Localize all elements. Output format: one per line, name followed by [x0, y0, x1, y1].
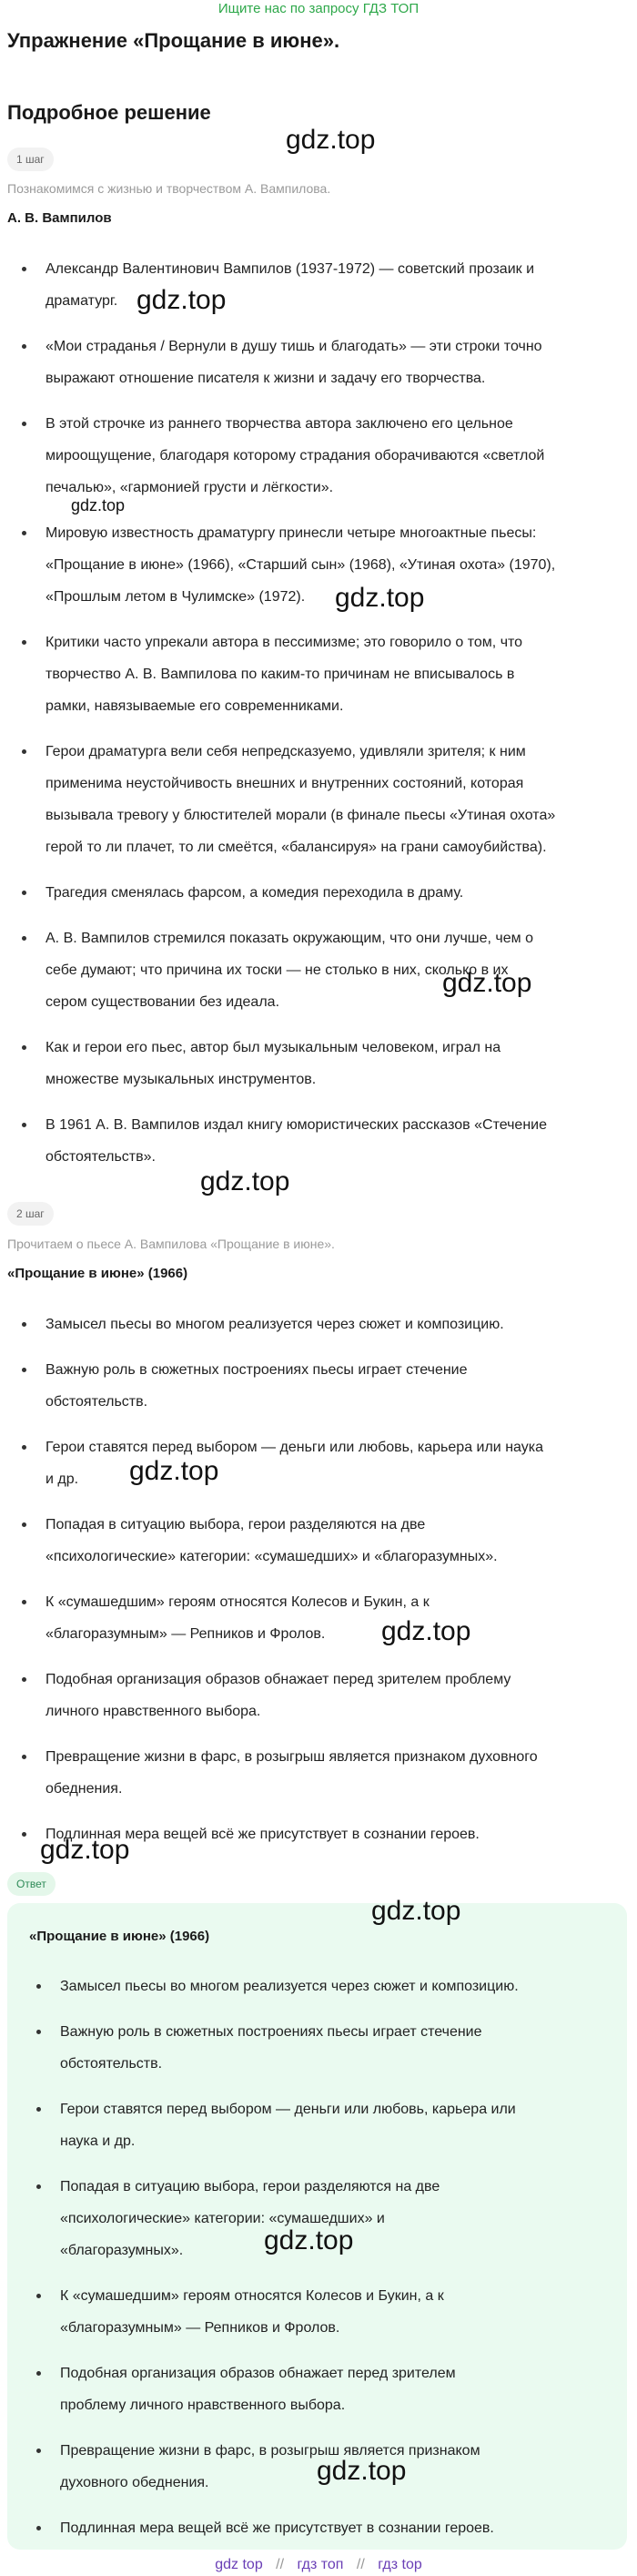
step-1-list-item [7, 1109, 626, 1173]
list-item-text: Герои ставятся перед выбором — деньги или любовь, карьера или наука [46, 1440, 543, 1455]
list-item-text: личного нравственного выбора. [46, 1704, 261, 1719]
step-1-description: Познакомимся с жизнью и творчеством А. Вампилова. [7, 181, 331, 196]
watermark: gdz.top [40, 1835, 130, 1865]
list-item-text: выражают отношение писателя к жизни и задачу его творчества. [46, 371, 486, 386]
list-item-text: герой то ли плачет, то ли смеётся, «балансируя» на грани самоубийства). [46, 840, 547, 855]
footer-link-gdz-top[interactable]: gdz top [215, 2557, 263, 2572]
footer-links [0, 2554, 637, 2576]
list-item-text: Подобная организация образов обнажает перед зрителем [60, 2366, 456, 2381]
step-1-badge: 1 шаг [7, 148, 54, 171]
answer-list-item [22, 1970, 613, 2002]
watermark: gdz.top [442, 968, 532, 998]
step-2-heading: «Прощание в июне» (1966) [7, 1266, 188, 1281]
list-item-text: Важную роль в сюжетных построениях пьесы играет стечение [46, 1362, 468, 1378]
list-item-text: обстоятельств. [60, 2056, 163, 2072]
list-item-text: В 1961 А. В. Вампилов издал книгу юмористических рассказов «Стечение [46, 1117, 547, 1133]
watermark: gdz.top [286, 125, 376, 155]
step-2-list-item [7, 1586, 626, 1650]
list-item-text: обстоятельств». [46, 1149, 156, 1165]
list-item-text: множестве музыкальных инструментов. [46, 1072, 317, 1087]
list-item-text: «благоразумных». [60, 2243, 184, 2258]
list-item-text: Подлинная мера вещей всё же присутствует в сознании героев. [46, 1827, 480, 1842]
list-item-text: Подлинная мера вещей всё же присутствует в сознании героев. [60, 2520, 494, 2536]
list-item-text: Критики часто упрекали автора в пессимизме; это говорило о том, что [46, 635, 523, 650]
list-item-text: «благоразумным» — Репников и Фролов. [60, 2320, 340, 2336]
list-item-text: драматург. [46, 293, 118, 309]
watermark: gdz.top [371, 1896, 461, 1926]
list-item-text: А. В. Вампилов стремился показать окружающим, что они лучше, чем о [46, 931, 533, 946]
step-2-list [7, 1308, 626, 1864]
list-item-text: себе думают; что причина их тоски — не столько в них, сколько в их [46, 962, 509, 978]
list-item-text: Герои драматурга вели себя непредсказуемо, удивляли зрителя; к ним [46, 744, 526, 759]
list-item-text: Попадая в ситуацию выбора, герои разделяются на две [60, 2179, 440, 2194]
watermark: gdz.top [317, 2456, 407, 2486]
answer-list-item [22, 2512, 613, 2544]
list-item-text: Подобная организация образов обнажает перед зрителем проблему [46, 1672, 511, 1687]
list-item-text: духовного обеднения. [60, 2475, 209, 2490]
page-title: Упражнение «Прощание в июне». [7, 29, 340, 52]
footer-separator: // [276, 2557, 285, 2572]
list-item-text: Александр Валентинович Вампилов (1937-1972) — советский прозаик и [46, 261, 535, 277]
step-2-list-item [7, 1431, 626, 1495]
list-item-text: рамки, навязываемые его современниками. [46, 698, 344, 714]
step-2-list-item [7, 1354, 626, 1418]
step-1-list-item [7, 253, 626, 317]
footer-link-gdz-top-ru[interactable]: гдз топ [297, 2557, 344, 2572]
step-1-list-item [7, 626, 626, 722]
step-1-list-item [7, 517, 626, 613]
step-1-list-item [7, 877, 626, 909]
list-item-text: обеднения. [46, 1781, 123, 1797]
step-2-list-item [7, 1664, 626, 1727]
step-1-list-item [7, 408, 626, 504]
list-item-text: «благоразумным» — Репников и Фролов. [46, 1626, 326, 1642]
list-item-text: Попадая в ситуацию выбора, герои разделяются на две [46, 1517, 426, 1532]
answer-badge: Ответ [7, 1872, 56, 1896]
list-item-text: проблему личного нравственного выбора. [60, 2398, 346, 2413]
step-1-list-item [7, 922, 626, 1018]
step-2-badge: 2 шаг [7, 1202, 54, 1226]
list-item-text: «Прощание в июне» (1966), «Старший сын» (1968), «Утиная охота» (1970), [46, 557, 556, 573]
list-item-text: «Прошлым летом в Чулимске» (1972). [46, 589, 306, 605]
list-item-text: «психологические» категории: «сумашедших» и [60, 2211, 385, 2226]
list-item-text: «Мои страданья / Вернули в душу тишь и благодать» — эти строки точно [46, 339, 542, 354]
step-1-heading: А. В. Вампилов [7, 210, 112, 226]
list-item-text: печалью», «гармонией грусти и лёгкости». [46, 480, 334, 495]
step-2-list-item [7, 1509, 626, 1573]
watermark: gdz.top [136, 285, 227, 315]
list-item-text: К «сумашедшим» героям относятся Колесов и Букин, а к [46, 1594, 430, 1610]
watermark: gdz.top [71, 496, 126, 514]
step-2-list-item [7, 1741, 626, 1805]
footer-link-gdz-top-mixed[interactable]: гдз top [378, 2557, 422, 2572]
list-item-text: Мировую известность драматургу принесли четыре многоактные пьесы: [46, 525, 537, 541]
step-2-description: Прочитаем о пьесе А. Вампилова «Прощание в июне». [7, 1237, 335, 1251]
list-item-text: творчество А. В. Вампилова по каким-то причинам не вписывалось в [46, 667, 515, 682]
list-item-text: наука и др. [60, 2133, 136, 2149]
answer-list-item [22, 2357, 613, 2421]
list-item-text: Замысел пьесы во многом реализуется через сюжет и композицию. [60, 1979, 519, 1994]
answer-list-item [22, 2016, 613, 2080]
step-1-list-item [7, 736, 626, 863]
step-1-list [7, 253, 626, 1186]
list-item-text: Герои ставятся перед выбором — деньги или любовь, карьера или [60, 2102, 516, 2117]
list-item-text: Превращение жизни в фарс, в розыгрыш является признаком [60, 2443, 480, 2459]
list-item-text: мироощущение, благодаря которому страдания оборачиваются «светлой [46, 448, 545, 463]
list-item-text: применима неустойчивость внешних и внутренних состояний, которая [46, 776, 524, 791]
watermark: gdz.top [335, 583, 425, 613]
list-item-text: вызывала тревогу у блюстителей морали (в финале пьесы «Утиная охота» [46, 808, 556, 823]
list-item-text: К «сумашедшим» героям относятся Колесов и Букин, а к [60, 2288, 444, 2304]
watermark: gdz.top [264, 2225, 354, 2255]
list-item-text: Замысел пьесы во многом реализуется через сюжет и композицию. [46, 1317, 504, 1332]
watermark: gdz.top [381, 1616, 471, 1646]
step-1-list-item [7, 331, 626, 394]
list-item-text: «психологические» категории: «сумашедших» и «благоразумных». [46, 1549, 498, 1564]
answer-heading: «Прощание в июне» (1966) [29, 1929, 210, 1944]
list-item-text: и др. [46, 1471, 79, 1487]
answer-list-item [22, 2280, 613, 2344]
list-item-text: Превращение жизни в фарс, в розыгрыш является признаком духовного [46, 1749, 538, 1765]
list-item-text: Как и герои его пьес, автор был музыкальным человеком, играл на [46, 1040, 501, 1055]
list-item-text: В этой строчке из раннего творчества автора заключено его цельное [46, 416, 513, 432]
search-hint-banner[interactable]: Ищите нас по запросу ГДЗ ТОП [217, 1, 420, 16]
step-1-list-item [7, 1032, 626, 1095]
watermark: gdz.top [200, 1166, 290, 1196]
list-item-text: Важную роль в сюжетных построениях пьесы играет стечение [60, 2024, 482, 2040]
answer-list-item [22, 2093, 613, 2157]
list-item-text: Трагедия сменялась фарсом, а комедия переходила в драму. [46, 885, 464, 901]
watermark: gdz.top [129, 1456, 219, 1486]
footer-separator: // [356, 2557, 365, 2572]
list-item-text: обстоятельств. [46, 1394, 148, 1410]
list-item-text: сером существовании без идеала. [46, 994, 280, 1010]
step-2-list-item [7, 1308, 626, 1340]
solution-subtitle: Подробное решение [7, 101, 211, 124]
